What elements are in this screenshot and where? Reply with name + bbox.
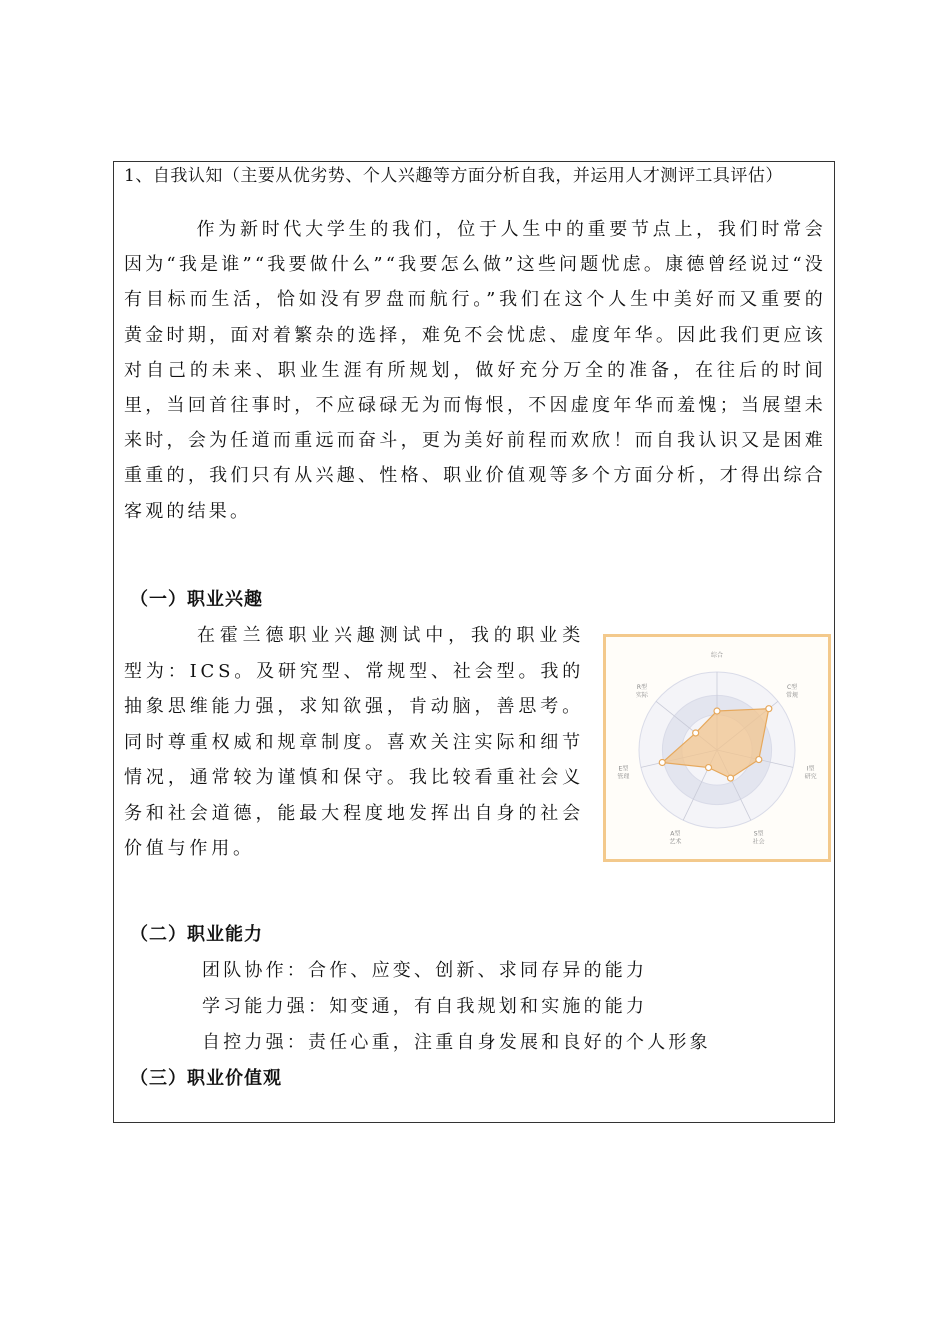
radar-chart — [603, 634, 831, 862]
radar-point — [756, 757, 762, 763]
radar-point — [728, 775, 734, 781]
radar-axis-label: E型 — [618, 765, 629, 773]
intro-paragraph — [124, 212, 826, 529]
radar-axis-label: 艺术 — [669, 838, 682, 846]
ability-item-selfcontrol: 自控力强：责任心重，注重自身发展和良好的个人形象 — [202, 1032, 711, 1053]
section-title-interest: （一）职业兴趣 — [130, 589, 263, 610]
radar-axis-label: 实际 — [635, 692, 648, 700]
radar-point — [659, 759, 665, 765]
radar-axis-label: 管理 — [617, 773, 630, 781]
radar-point — [766, 706, 772, 712]
radar-axis-label: 综合 — [710, 652, 724, 659]
radar-axis-label: R型 — [636, 684, 648, 692]
radar-svg — [606, 637, 828, 859]
interest-text: 在霍兰德职业兴趣测试中，我的职业类型为：ICS。及研究型、常规型、社会型。我的抽象思维能力强，求知欲强，肯动脑，善思考。同时尊重权威和规章制度。喜欢关注实际和细节情况，通常较为谨慎和保守。我比较看重社会义务和社会道德，能最大程度地发挥出自身的社会价值与作用。 — [124, 625, 584, 859]
radar-axis-label: 常规 — [786, 692, 799, 700]
section-title-values: （三）职业价值观 — [130, 1068, 282, 1089]
intro-text: 作为新时代大学生的我们，位于人生中的重要节点上，我们时常会因为“我是谁”“我要做什么”“我要怎么做”这些问题忧虑。康德曾经说过“没有目标而生活，恰如没有罗盘而航行。”我们在这个人生中美好而又重要的黄金时期，面对着繁杂的选择，难免不会忧虑、虚度年华。因此我们更应该对自己的未来、职业生涯有所规划，做好充分万全的准备，在往后的时间里，当回首往事时，不应碌碌无为而悔恨，不因虚度年华而羞愧；当展望未来时，会为任道而重远而奋斗，更为美好前程而欢欣！而自我认识又是困难重重的，我们只有从兴趣、性格、职业价值观等多个方面分析，才得出综合客观的结果。 — [124, 219, 826, 522]
interest-paragraph — [124, 618, 584, 867]
radar-point — [714, 708, 720, 714]
section-heading: 1、自我认知（主要从优劣势、个人兴趣等方面分析自我，并运用人才测评工具评估） — [124, 166, 783, 186]
radar-point — [706, 765, 712, 771]
radar-axis-label: 社会 — [752, 838, 765, 846]
content-frame — [113, 161, 835, 1123]
radar-axis-label: S型 — [753, 830, 764, 838]
radar-axis-label: C型 — [786, 684, 798, 692]
ability-item-teamwork: 团队协作：合作、应变、创新、求同存异的能力 — [202, 960, 648, 981]
radar-axis-label: A型 — [670, 830, 681, 838]
ability-item-learning: 学习能力强：知变通，有自我规划和实施的能力 — [202, 996, 648, 1017]
section-title-ability: （二）职业能力 — [130, 924, 263, 945]
radar-axis-label: I型 — [806, 765, 815, 773]
radar-axis-label: 研究 — [804, 773, 817, 781]
radar-point — [693, 730, 699, 736]
